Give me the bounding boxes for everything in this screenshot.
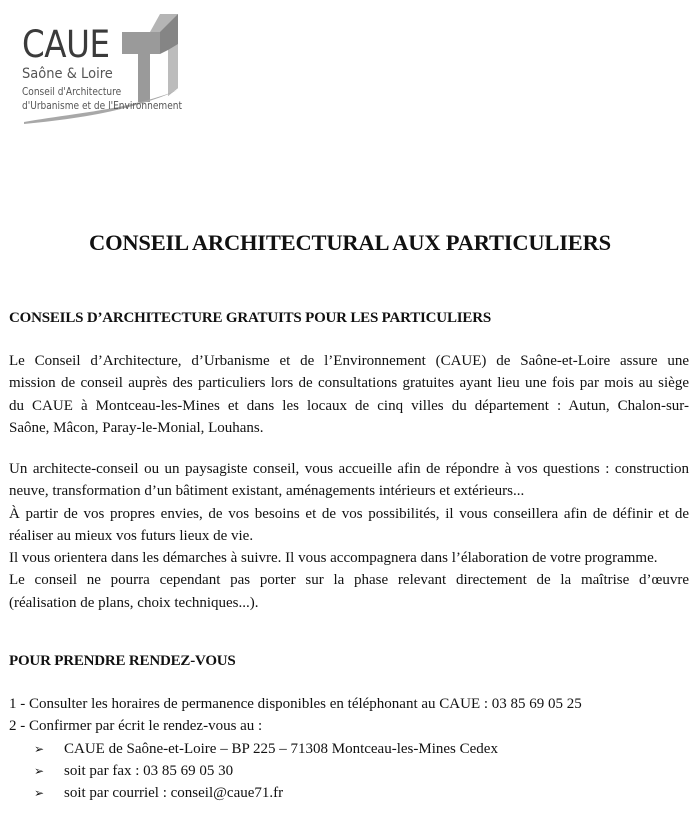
- text-line: Le conseil ne pourra cependant pas porter sur la phase relevant directement de la maîtrise d’œuvre: [9, 572, 689, 589]
- text-line: Il vous orientera dans les démarches à suivre. Il vous accompagnera dans l’élaboration de votre programme.: [9, 550, 658, 567]
- text-line: À partir de vos propres envies, de vos besoins et de vos possibilités, il vous conseillera afin de définir et de: [9, 505, 689, 522]
- step-1-call: 1 - Consulter les horaires de permanence disponibles en téléphonant au CAUE : 03 85 69 05 25: [9, 696, 582, 712]
- appointment-steps: [9, 693, 582, 804]
- document-title: CONSEIL ARCHITECTURAL AUX PARTICULIERS: [89, 230, 611, 255]
- step-2-label: 2 - Confirmer par écrit le rendez-vous au :: [9, 718, 263, 735]
- contact-text: soit par fax : 03 85 69 05 30: [64, 762, 234, 779]
- text-line: Saône, Mâcon, Paray-le-Monial, Louhans.: [9, 419, 264, 436]
- step-2-confirm: [9, 715, 582, 804]
- logo-tagline-line2: d'Urbanisme et de l'Environnement: [22, 100, 183, 112]
- contact-text: CAUE de Saône-et-Loire – BP 225 – 71308 Montceau-les-Mines Cedex: [64, 740, 498, 757]
- text-line: (réalisation de plans, choix techniques...).: [9, 594, 259, 611]
- text-line: du CAUE à Montceau-les-Mines et dans les locaux de cinq villes du département : Autun, Chalon-sur-: [9, 397, 689, 414]
- arrow-bullet-icon: ➢: [34, 786, 45, 801]
- arrow-bullet-icon: ➢: [34, 741, 45, 756]
- contact-email: [34, 782, 582, 804]
- arrow-bullet-icon: ➢: [34, 763, 45, 778]
- caue-logo: [18, 10, 188, 128]
- logo-tagline-line1: Conseil d'Architecture: [22, 86, 122, 98]
- contact-text: soit par courriel : conseil@caue71.fr: [64, 785, 284, 802]
- contact-fax: [34, 760, 582, 782]
- logo-wordmark: CAUE: [22, 23, 110, 66]
- text-line: Un architecte-conseil ou un paysagiste conseil, vous accueille afin de répondre à vos questions : construction: [9, 461, 689, 477]
- section-heading-free-advice: CONSEILS D’ARCHITECTURE GRATUITS POUR LES PARTICULIERS: [9, 310, 491, 326]
- text-line: mission de conseil auprès des particuliers lors de consultations gratuites ayant lieu une fois par mois au siège: [9, 375, 689, 392]
- contact-methods: [9, 738, 582, 805]
- text-line: Le Conseil d’Architecture, d’Urbanisme et de l’Environnement (CAUE) de Saône-et-Loire assure une: [9, 353, 689, 369]
- text-line: réaliser au mieux vos futurs lieux de vie.: [9, 527, 254, 544]
- logo-region: Saône & Loire: [22, 66, 113, 82]
- text-line: neuve, transformation d’un bâtiment existant, aménagements intérieurs et extérieurs...: [9, 483, 525, 500]
- paragraph-caue-mission: [9, 350, 689, 439]
- paragraph-advisor-role: [9, 458, 689, 614]
- contact-postal-address: [34, 738, 582, 760]
- section-heading-appointment: POUR PRENDRE RENDEZ-VOUS: [9, 653, 236, 669]
